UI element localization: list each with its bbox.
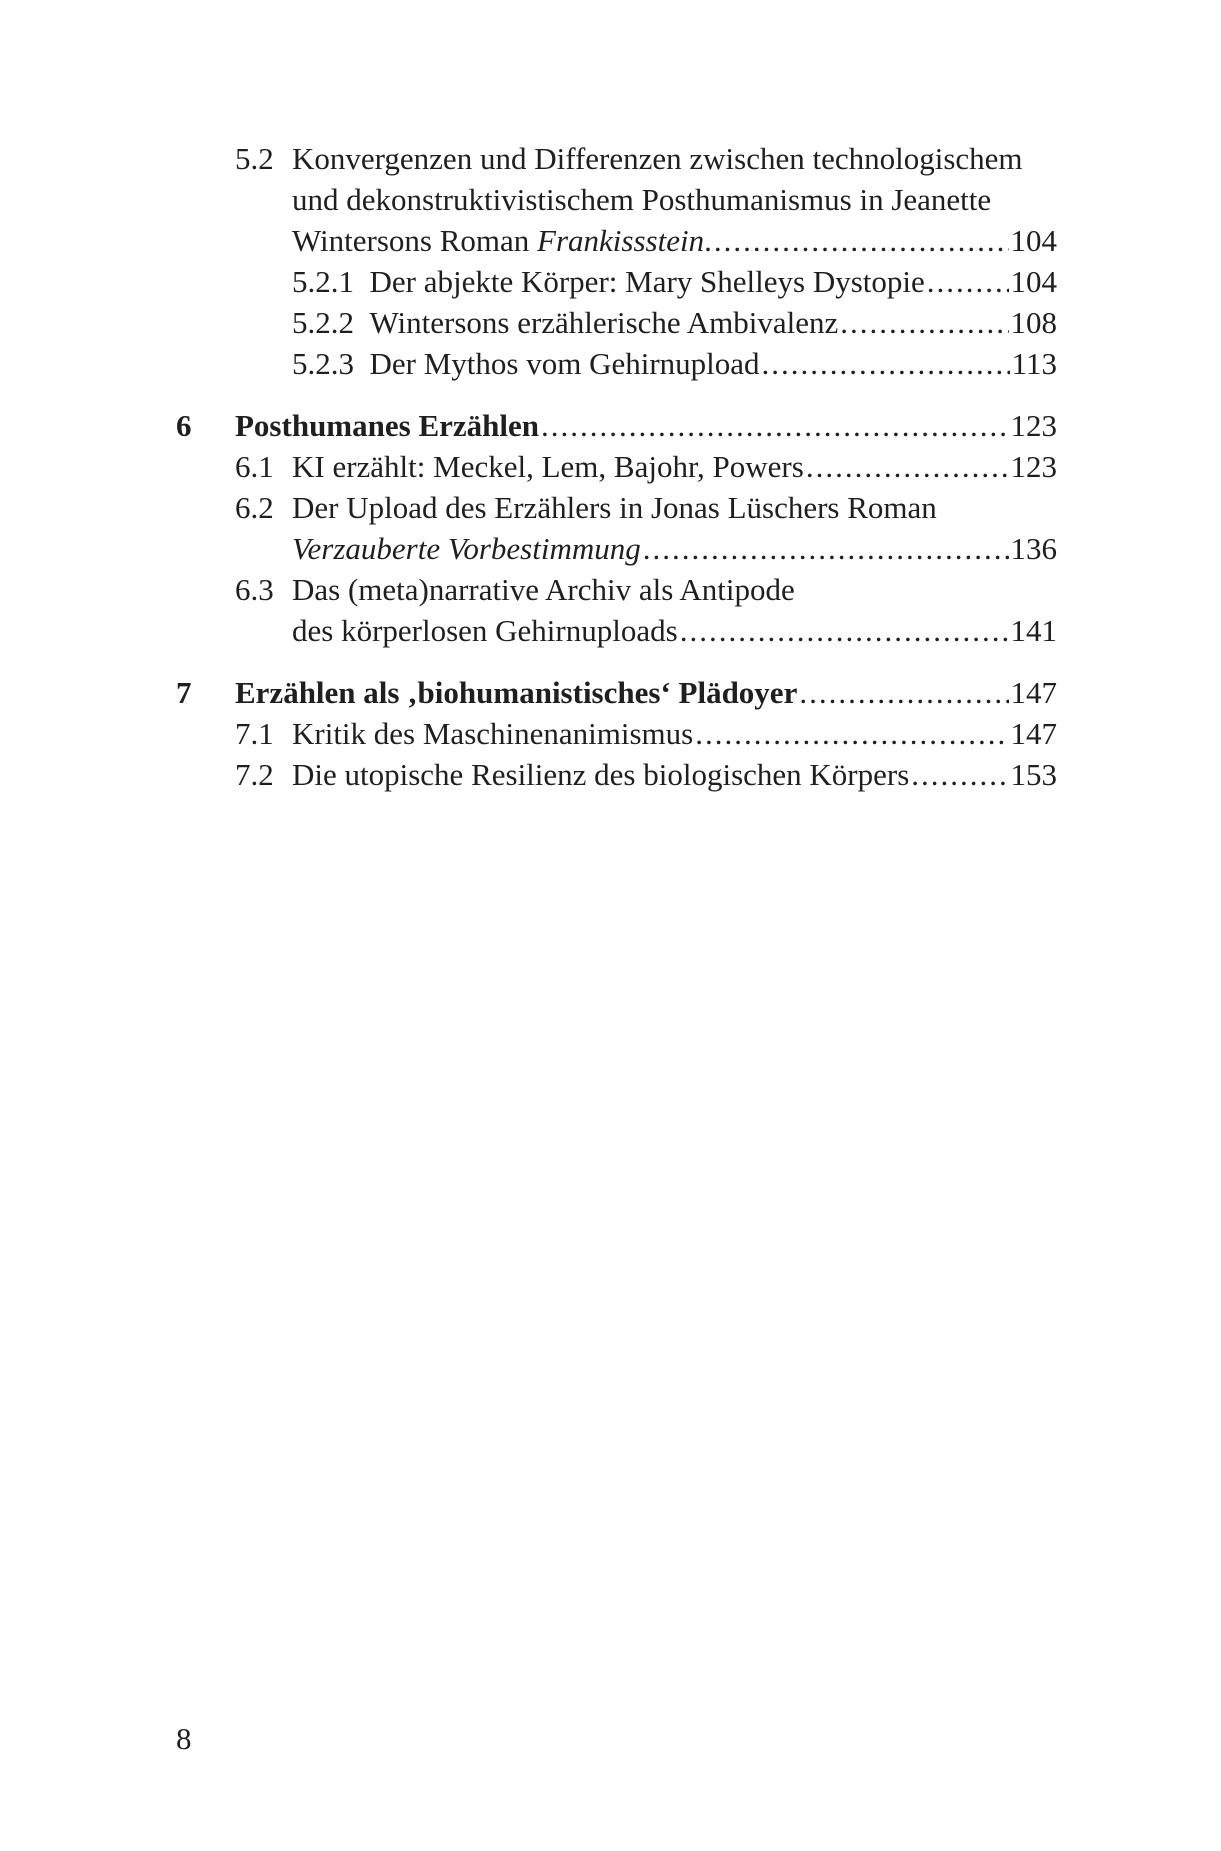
dot-leader	[714, 220, 1009, 262]
dot-leader	[927, 261, 1009, 303]
dot-leader	[799, 672, 1008, 714]
section-title-line: Verzauberte Vorbestimmung	[292, 531, 641, 566]
section-title: 5.2.3 Der Mythos vom Gehirnupload	[292, 346, 760, 381]
dot-leader	[541, 405, 1009, 447]
dot-leader	[680, 610, 1009, 652]
toc-leader-row	[292, 610, 1057, 652]
section-title: 5.2.2 Wintersons erzählerische Ambivalenz	[292, 305, 839, 340]
toc-leader-row	[292, 261, 1057, 303]
toc-leader-row	[235, 672, 1057, 714]
page-ref: 113	[1011, 346, 1057, 381]
page-ref: 147	[1010, 716, 1057, 751]
toc-leader-row	[292, 713, 1057, 755]
toc-entry-6-2-line2	[0, 528, 1221, 570]
page-ref: 104	[1010, 264, 1057, 299]
toc-entry-5-2	[0, 138, 1221, 180]
toc-entry-6-2	[0, 487, 1221, 529]
toc-leader-row	[235, 405, 1057, 447]
dot-leader	[840, 302, 1008, 344]
page-ref: 108	[1010, 305, 1057, 340]
toc-entry-5-2-2	[0, 302, 1221, 344]
section-number: 7.1	[235, 716, 274, 751]
section-number: 7.2	[235, 757, 274, 792]
page-ref: 153	[1010, 757, 1057, 792]
page-number: 8	[176, 1721, 192, 1756]
dot-leader	[762, 343, 1010, 385]
chapter-number: 7	[176, 675, 192, 710]
toc-entry-5-2-3	[0, 343, 1221, 385]
toc-leader-row	[292, 528, 1057, 570]
toc-entry-5-2-line3	[0, 220, 1221, 262]
section-number: 6.3	[235, 572, 274, 607]
toc-leader-row	[292, 302, 1057, 344]
dot-leader	[643, 528, 1009, 570]
toc-entry-7-1	[0, 713, 1221, 755]
section-title-line: Wintersons Roman Frankissstein.	[292, 223, 712, 258]
page-ref: 123	[1010, 449, 1057, 484]
toc-entry-6-1	[0, 446, 1221, 488]
dot-leader	[695, 713, 1008, 755]
section-title: KI erzählt: Meckel, Lem, Bajohr, Powers	[292, 449, 804, 484]
toc-entry-6-3-line2	[0, 610, 1221, 652]
section-title-line: und dekonstruktivistischem Posthumanismus in Jeanette	[292, 182, 992, 217]
section-title-line: Der Upload des Erzählers in Jonas Lüschers Roman	[292, 490, 937, 525]
toc-entry-7-2	[0, 754, 1221, 796]
section-title-line: Konvergenzen und Differenzen zwischen technologischem	[292, 141, 1023, 176]
toc-leader-row	[292, 220, 1057, 262]
toc-entry-5-2-line2	[0, 179, 1221, 221]
section-title: Die utopische Resilienz des biologischen Körpers	[292, 757, 910, 792]
toc-chapter-6	[0, 405, 1221, 447]
section-number: 5.2	[235, 141, 274, 176]
chapter-title: Posthumanes Erzählen	[235, 408, 539, 443]
toc-leader-row	[292, 754, 1057, 796]
section-title-line: Das (meta)narrative Archiv als Antipode	[292, 572, 795, 607]
section-number: 6.2	[235, 490, 274, 525]
section-number: 6.1	[235, 449, 274, 484]
section-title: Kritik des Maschinenanimismus	[292, 716, 694, 751]
toc-entry-6-3	[0, 569, 1221, 611]
toc-chapter-7	[0, 672, 1221, 714]
page-ref: 104	[1010, 223, 1057, 258]
chapter-title: Erzählen als ‚biohumanistisches‘ Plädoyer	[235, 675, 798, 710]
page-ref: 147	[1010, 675, 1057, 710]
section-title: 5.2.1 Der abjekte Körper: Mary Shelleys Dystopie	[292, 264, 925, 299]
chapter-number: 6	[176, 408, 192, 443]
dot-leader	[806, 446, 1009, 488]
page-ref: 141	[1010, 613, 1057, 648]
page-ref: 136	[1010, 531, 1057, 566]
toc-entry-5-2-1	[0, 261, 1221, 303]
dot-leader	[911, 754, 1008, 796]
toc-leader-row	[292, 343, 1057, 385]
page-ref: 123	[1010, 408, 1057, 443]
toc-leader-row	[292, 446, 1057, 488]
section-title-line: des körperlosen Gehirnuploads	[292, 613, 678, 648]
